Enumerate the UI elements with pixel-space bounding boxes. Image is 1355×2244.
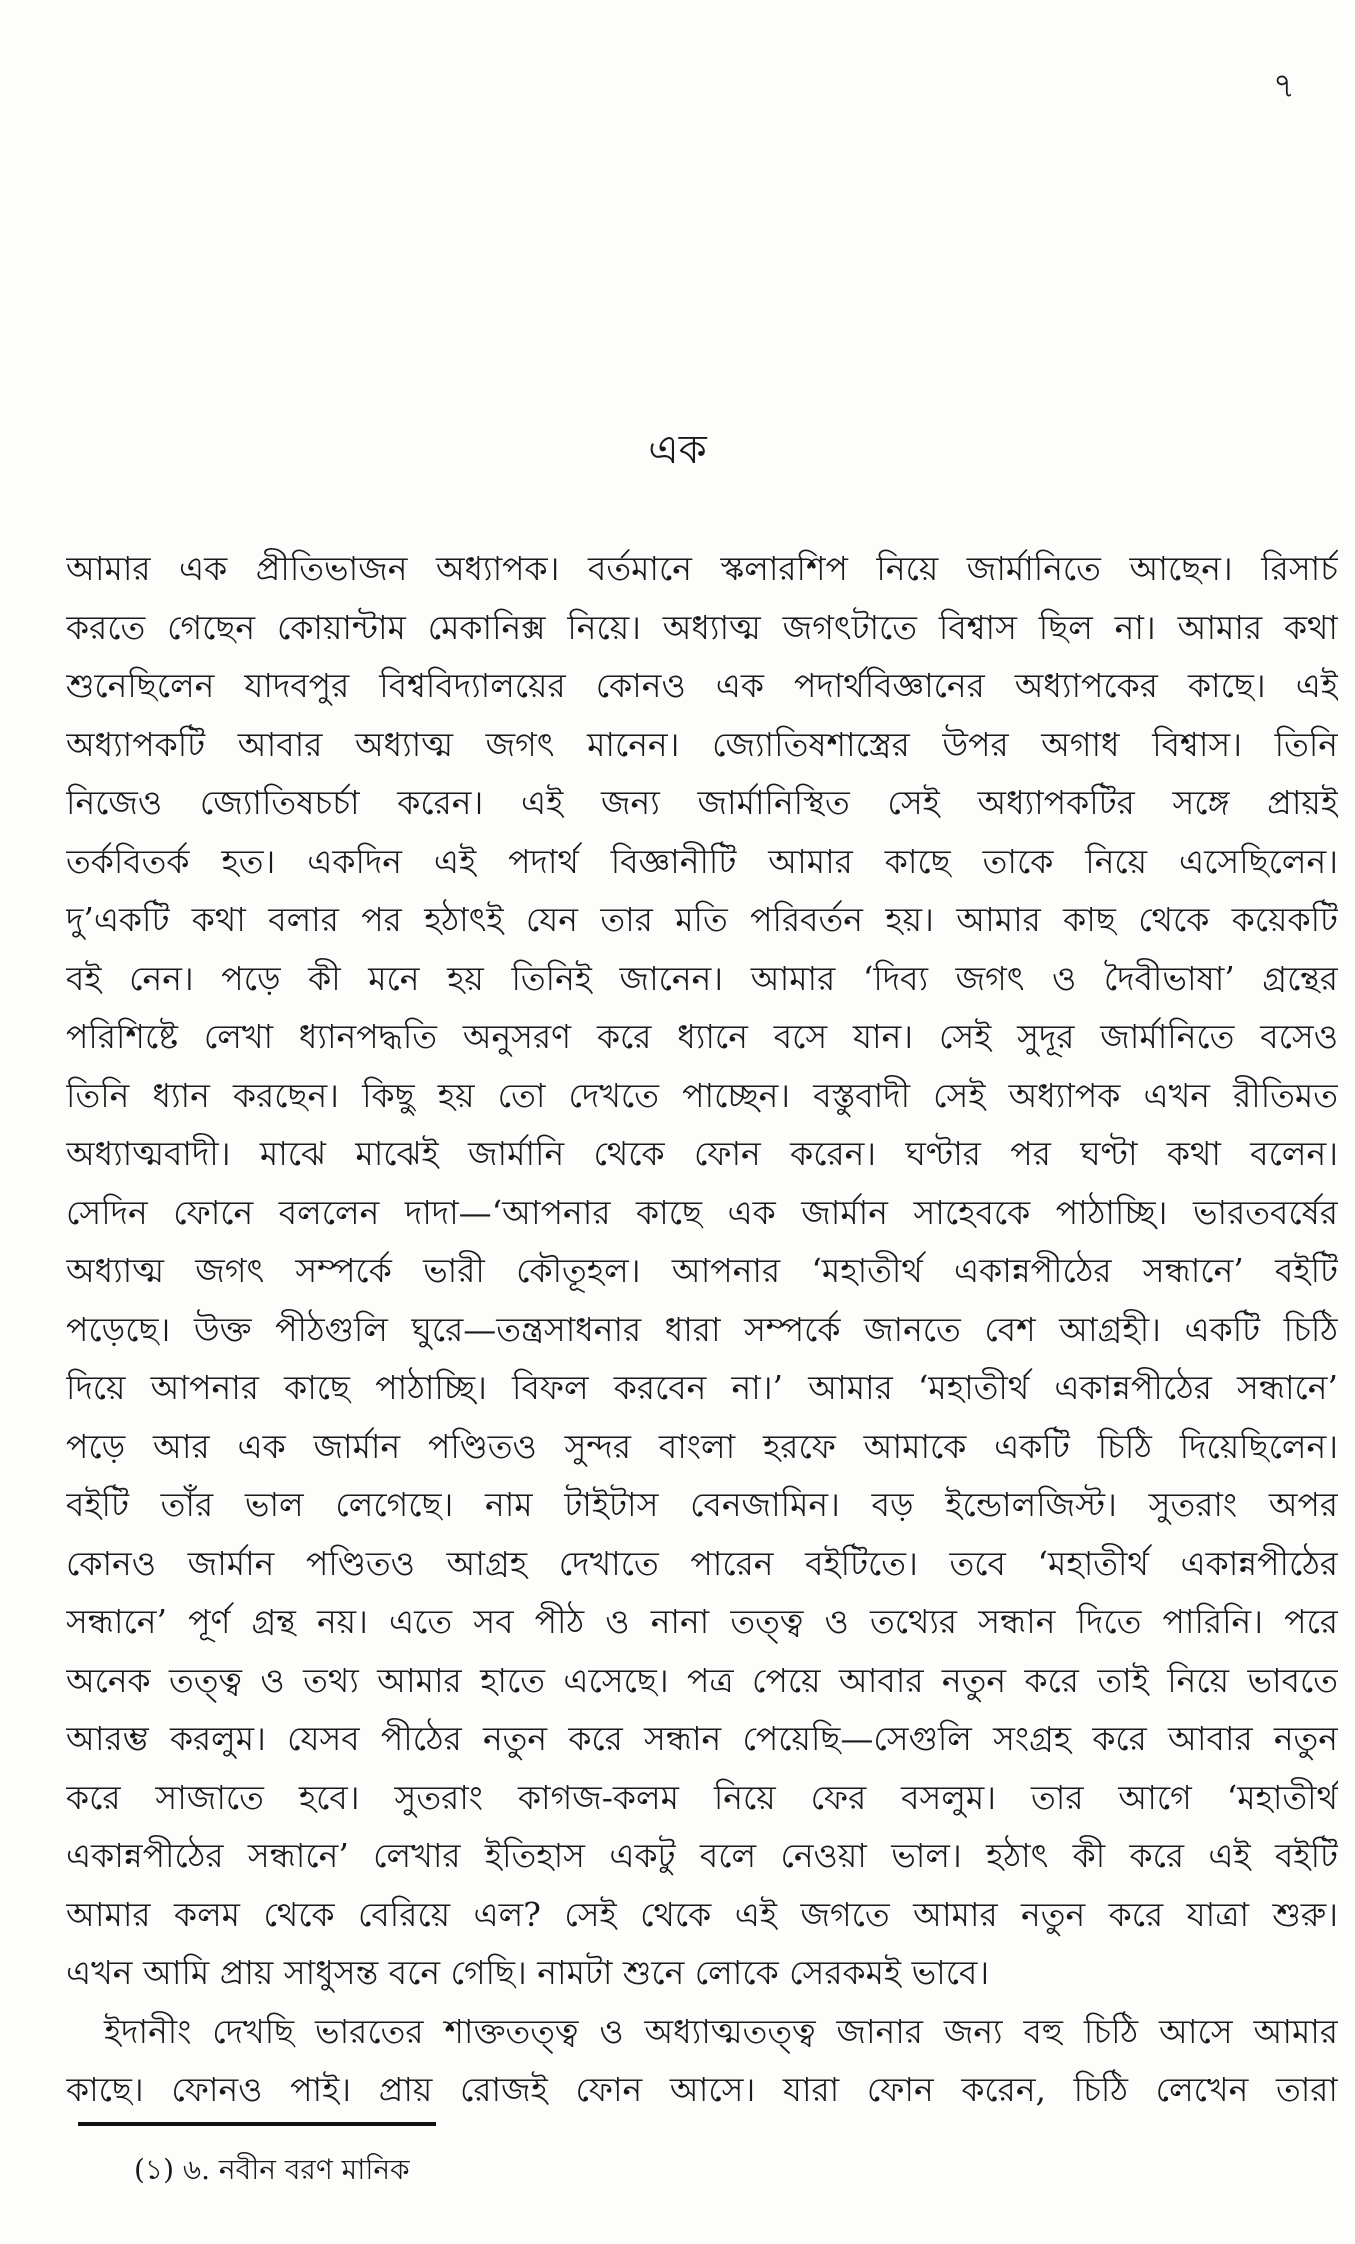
text-line: সন্ধানে’ পূর্ণ গ্রন্থ নয়। এতে সব পীঠ ও নানা তত্ত্ব ও তথ্যের সন্ধান দিতে পারিনি। পরে [66, 1602, 1338, 1641]
text-line: কাছে। ফোনও পাই। প্রায় রোজই ফোন আসে। যারা ফোন করেন, চিঠি লেখেন তারা [66, 2070, 1338, 2109]
text-line: সেদিন ফোনে বললেন দাদা—‘আপনার কাছে এক জার্মান সাহেবকে পাঠাচ্ছি। ভারতবর্ষের [66, 1192, 1338, 1232]
text-line: তিনি ধ্যান করছেন। কিছু হয় তো দেখতে পাচ্ছেন। বস্তুবাদী সেই অধ্যাপক এখন রীতিমত [66, 1075, 1338, 1115]
text-line: আরম্ভ করলুম। যেসব পীঠের নতুন করে সন্ধান পেয়েছি—সেগুলি সংগ্রহ করে আবার নতুন [66, 1719, 1338, 1758]
text-line: অধ্যাত্ম জগৎ সম্পর্কে ভারী কৌতূহল। আপনার ‘মহাতীর্থ একান্নপীঠের সন্ধানে’ বইটি [66, 1251, 1338, 1290]
text-line: তর্কবিতর্ক হত। একদিন এই পদার্থ বিজ্ঞানীটি আমার কাছে তাকে নিয়ে এসেছিলেন। [66, 841, 1338, 881]
paragraph [66, 2003, 1338, 2120]
text-line: ইদানীং দেখছি ভারতের শাক্ততত্ত্ব ও অধ্যাত্মতত্ত্ব জানার জন্য বহু চিঠি আসে আমার [104, 2011, 1338, 2051]
text-line: পড়ে আর এক জার্মান পণ্ডিতও সুন্দর বাংলা হরফে আমাকে একটি চিঠি দিয়েছিলেন। [66, 1426, 1338, 1466]
text-line: করে সাজাতে হবে। সুতরাং কাগজ-কলম নিয়ে ফের বসলুম। তার আগে ‘মহাতীর্থ [66, 1777, 1338, 1817]
text-line: এখন আমি প্রায় সাধুসন্ত বনে গেছি। নামটা শুনে লোকে সেরকমই ভাবে। [66, 1953, 990, 1992]
paragraph [66, 540, 1338, 2003]
text-line: দিয়ে আপনার কাছে পাঠাচ্ছি। বিফল করবেন না।’ আমার ‘মহাতীর্থ একান্নপীঠের সন্ধানে’ [66, 1368, 1338, 1407]
text-line: আমার কলম থেকে বেরিয়ে এল? সেই থেকে এই জগতে আমার নতুন করে যাত্রা শুরু। [66, 1894, 1338, 1934]
text-line: পরিশিষ্টে লেখা ধ্যানপদ্ধতি অনুসরণ করে ধ্যানে বসে যান। সেই সুদূর জার্মানিতে বসেও [66, 1017, 1338, 1056]
footnote-rule [78, 2122, 436, 2126]
text-line: অধ্যাপকটি আবার অধ্যাত্ম জগৎ মানেন। জ্যোতিষশাস্ত্রের উপর অগাধ বিশ্বাস। তিনি [66, 724, 1338, 764]
text-line: বইটি তাঁর ভাল লেগেছে। নাম টাইটাস বেনজামিন। বড় ইন্ডোলজিস্ট। সুতরাং অপর [66, 1485, 1338, 1524]
text-line: আমার এক প্রীতিভাজন অধ্যাপক। বর্তমানে স্কলারশিপ নিয়ে জার্মানিতে আছেন। রিসার্চ [66, 549, 1338, 588]
text-line: অধ্যাত্মবাদী। মাঝে মাঝেই জার্মানি থেকে ফোন করেন। ঘণ্টার পর ঘণ্টা কথা বলেন। [66, 1134, 1338, 1173]
page-number: ৭ [1272, 66, 1295, 106]
text-line: পড়েছে। উক্ত পীঠগুলি ঘুরে—তন্ত্রসাধনার ধারা সম্পর্কে জানতে বেশ আগ্রহী। একটি চিঠি [66, 1309, 1338, 1349]
text-line: দু’একটি কথা বলার পর হঠাৎই যেন তার মতি পরিবর্তন হয়। আমার কাছ থেকে কয়েকটি [66, 900, 1338, 939]
text-line: অনেক তত্ত্ব ও তথ্য আমার হাতে এসেছে। পত্র পেয়ে আবার নতুন করে তাই নিয়ে ভাবতে [66, 1660, 1338, 1700]
text-line: একান্নপীঠের সন্ধানে’ লেখার ইতিহাস একটু বলে নেওয়া ভাল। হঠাৎ কী করে এই বইটি [66, 1836, 1338, 1875]
text-line: কোনও জার্মান পণ্ডিতও আগ্রহ দেখাতে পারেন বইটিতে। তবে ‘মহাতীর্থ একান্নপীঠের [66, 1543, 1338, 1583]
text-line: নিজেও জ্যোতিষচর্চা করেন। এই জন্য জার্মানিস্থিত সেই অধ্যাপকটির সঙ্গে প্রায়ই [66, 783, 1338, 822]
text-line: করতে গেছেন কোয়ান্টাম মেকানিক্স নিয়ে। অধ্যাত্ম জগৎটাতে বিশ্বাস ছিল না। আমার কথা [66, 607, 1338, 647]
body-text [66, 540, 1338, 2120]
footnote: (১) ৬. নবীন বরণ মানিক [134, 2153, 410, 2186]
chapter-title: এক [648, 427, 707, 473]
text-line: শুনেছিলেন যাদবপুর বিশ্ববিদ্যালয়ের কোনও এক পদার্থবিজ্ঞানের অধ্যাপকের কাছে। এই [66, 666, 1338, 705]
text-line: বই নেন। পড়ে কী মনে হয় তিনিই জানেন। আমার ‘দিব্য জগৎ ও দৈবীভাষা’ গ্রন্থের [66, 958, 1338, 998]
